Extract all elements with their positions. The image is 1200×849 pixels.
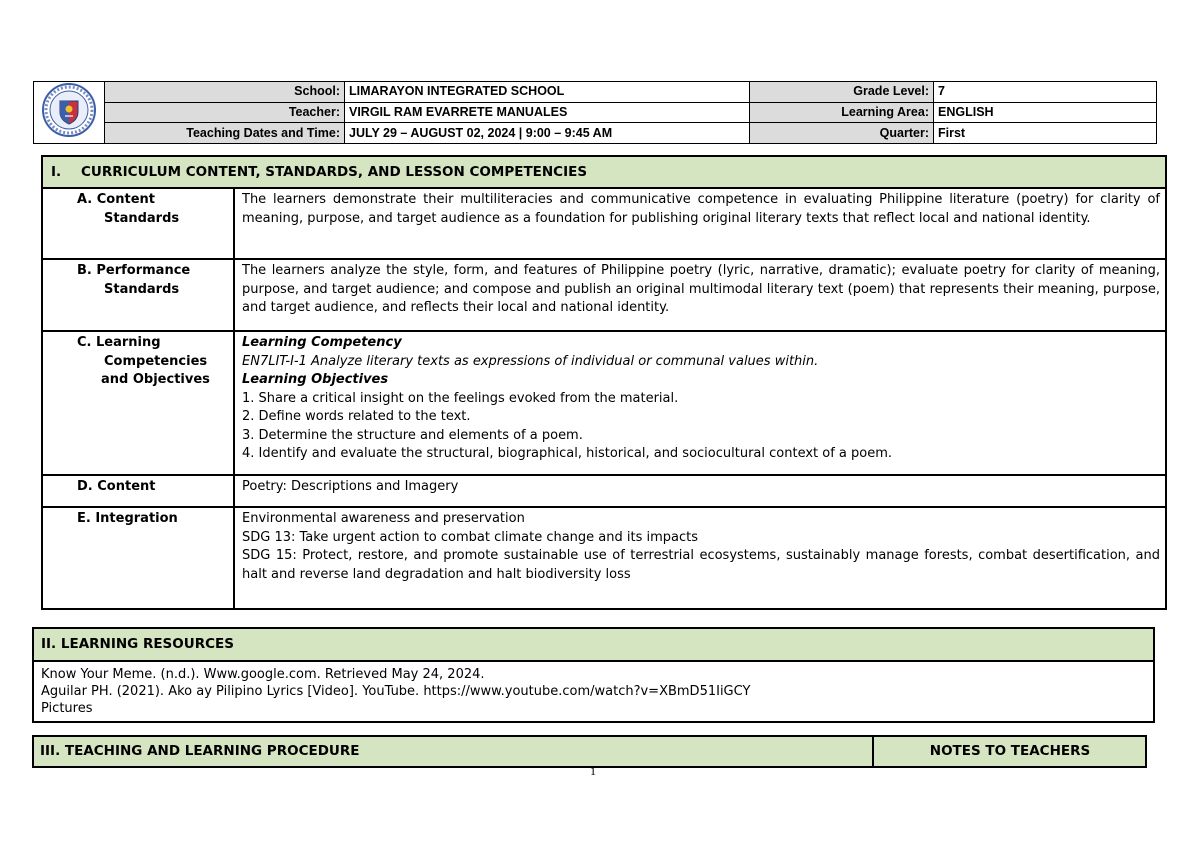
content-standards-label-line-1: A. Content [77,192,155,207]
quarter-value: First [934,123,1157,144]
grade-level-value: 7 [934,82,1157,103]
integration-label: E. Integration [42,507,234,609]
resource-item: Know Your Meme. (n.d.). Www.google.com. Retrieved May 24, 2024. [41,667,485,682]
competencies-label-line-2: Competencies [104,353,208,369]
objective-item: 3. Determine the structure and elements of a poem. [242,427,583,443]
integration-line: Environmental awareness and preservation [242,511,525,526]
competencies-label [42,331,234,475]
performance-label-line-1: B. Performance [77,263,191,278]
section-3-title: III. TEACHING AND LEARNING PROCEDURE [33,736,873,767]
competency-heading: Learning Competency [242,335,402,350]
notes-to-teachers-title: NOTES TO TEACHERS [873,736,1146,767]
school-label: School: [105,82,345,103]
deped-seal-icon [41,82,97,138]
resource-item: Aguilar PH. (2021). Ako ay Pilipino Lyrics [Video]. YouTube. https://www.youtube.com/watch?v=XBmD51IiGCY [41,684,751,699]
competencies-label-line-1: C. Learning [77,335,161,350]
page-number: 1 [590,764,596,778]
objective-item: 1. Share a critical insight on the feelings evoked from the material. [242,390,679,406]
content-label: D. Content [42,475,234,507]
resources-list [33,661,1154,722]
objectives-heading: Learning Objectives [242,372,389,387]
competency-text: EN7LIT-I-1 Analyze literary texts as expressions of individual or communal values within. [242,353,819,369]
learning-resources-section [32,627,1155,723]
logo-cell [34,82,105,144]
competencies-label-line-3: and Objectives [101,372,210,387]
teacher-label: Teacher: [105,102,345,123]
school-value: LIMARAYON INTEGRATED SCHOOL [345,82,750,103]
integration-line: SDG 13: Take urgent action to combat climate change and its impacts [242,529,699,545]
school-info-table [33,81,1157,144]
teacher-value: VIRGIL RAM EVARRETE MANUALES [345,102,750,123]
grade-level-label: Grade Level: [750,82,934,103]
content-standards-label-line-2: Standards [104,210,180,226]
quarter-label: Quarter: [750,123,934,144]
integration-line: SDG 15: Protect, restore, and promote sustainable use of terrestrial ecosystems, sustainably manage forests, combat desertification, and halt and reverse land degradation and halt biodiversity loss [242,548,1160,582]
competencies-content [234,331,1166,475]
objective-item: 2. Define words related to the text. [242,409,471,424]
content-standards-text: The learners demonstrate their multiliteracies and communicative competence in evaluating Philippine literature (poetry) for clarity of meaning, purpose, and target audience as a foundation for publishing original literary texts that reflect local and national identity. [234,188,1166,259]
performance-standards-label [42,259,234,331]
learning-area-value: ENGLISH [934,102,1157,123]
section-1-title: CURRICULUM CONTENT, STANDARDS, AND LESSON COMPETENCIES [81,163,588,180]
integration-content [234,507,1166,609]
teaching-dates-value: JULY 29 – AUGUST 02, 2024 | 9:00 – 9:45 AM [345,123,750,144]
performance-label-line-2: Standards [104,281,180,297]
resource-item: Pictures [41,701,93,716]
content-text: Poetry: Descriptions and Imagery [234,475,1166,507]
learning-area-label: Learning Area: [750,102,934,123]
objective-item: 4. Identify and evaluate the structural, biographical, historical, and sociocultural context of a poem. [242,446,893,461]
section-1-header [42,156,1166,188]
content-standards-label [42,188,234,259]
curriculum-section [41,155,1167,610]
performance-standards-text: The learners analyze the style, form, and features of Philippine poetry (lyric, narrative, dramatic); evaluate poetry for clarity of meaning, purpose, and target audience; and compose and publish an original multimodal literary text (poem) that represents their meaning, purpose, and target audience, and reflects their local and national identity. [234,259,1166,331]
section-2-title: II. LEARNING RESOURCES [33,628,1154,661]
teaching-dates-label: Teaching Dates and Time: [105,123,345,144]
section-1-number: I. [51,163,62,180]
